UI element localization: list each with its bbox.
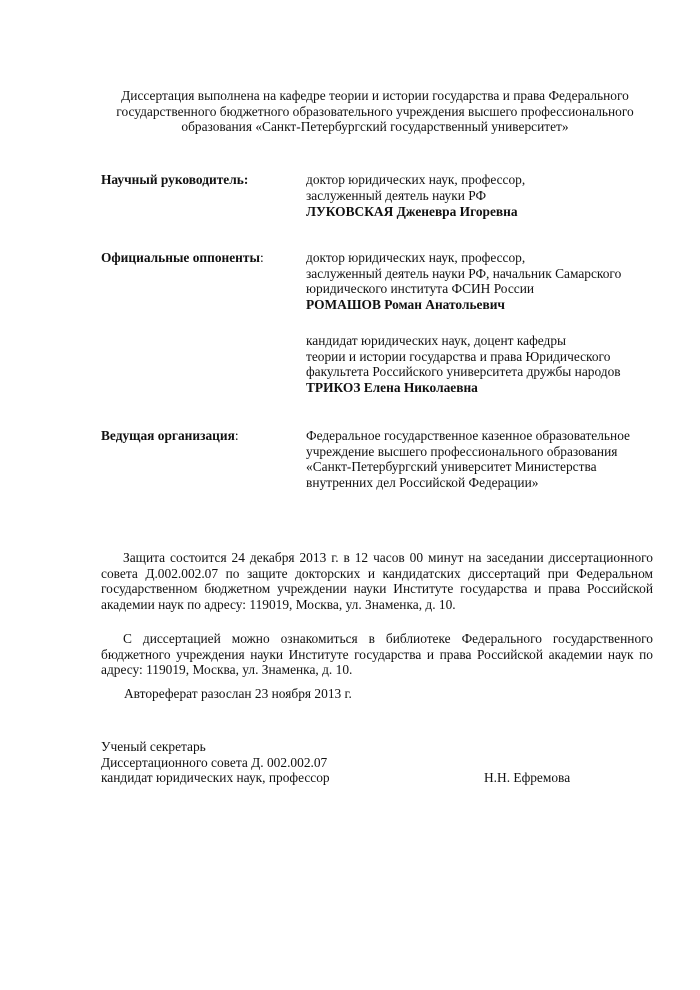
intro-line: государственного бюджетного образовательного учреждения высшего профессионального [116,103,634,119]
intro-line: Диссертация выполнена на кафедре теории и истории государства и права Федерального [121,88,629,103]
secretary-name: Н.Н. Ефремова [484,770,571,785]
supervisor-line: доктор юридических наук, профессор, [306,172,526,187]
opponents-label: Официальные оппоненты: [101,250,264,265]
supervisor-label: Научный руководитель: [101,172,249,187]
secretary-line: кандидат юридических наук, профессор [101,770,330,786]
sent-date-line: Автореферат разослан 23 ноября 2013 г. [124,686,352,701]
opponent-line: доктор юридических наук, профессор, [306,250,526,265]
opponent-line: теории и истории государства и права Юридического [306,348,611,364]
supervisor-details [306,172,666,220]
secretary-block [101,739,330,786]
leading-org-label: Ведущая организация: [101,428,239,443]
opponent-line: факультета Российского университета дружбы народов [306,364,621,380]
leading-org-line: Федеральное государственное казенное образовательное [306,428,630,443]
leading-org-line: внутренних дел Российской Федерации» [306,474,539,490]
opponent-line: кандидат юридических наук, доцент кафедры [306,333,567,348]
intro-line: образования «Санкт-Петербургский государственный университет» [181,119,569,135]
supervisor-name: ЛУКОВСКАЯ Дженевра Игоревна [306,204,518,220]
defense-paragraph: Защита состоится 24 декабря 2013 г. в 12 часов 00 минут на заседании диссертационного совета Д.002.002.07 по защите докторских и кандидатских диссертаций при Федеральном государственном бюджетном учреждении науки Институте государства и права Российской академии наук по адресу: 119019, Москва, ул. Знаменка, д. 10. [101,550,653,612]
opponent-line: заслуженный деятель науки РФ, начальник Самарского [306,265,622,281]
opponent-second [306,333,666,395]
leading-org-details [306,428,666,490]
opponent-name: ТРИКОЗ Елена Николаевна [306,379,478,395]
intro-paragraph [98,88,652,135]
opponent-first [306,250,666,312]
library-paragraph: С диссертацией можно ознакомиться в библиотеке Федерального государственного бюджетного учреждения науки Институте государства и права Российской академии наук по адресу: 119019, Москва, ул. Знаменка, д. 10. [101,631,653,678]
leading-org-line: «Санкт-Петербургский университет Министерства [306,459,597,475]
opponent-line: юридического института ФСИН России [306,281,535,297]
secretary-line: Диссертационного совета Д. 002.002.07 [101,754,328,770]
secretary-line: Ученый секретарь [101,739,206,754]
supervisor-line: заслуженный деятель науки РФ [306,187,487,203]
opponent-name: РОМАШОВ Роман Анатольевич [306,296,505,312]
leading-org-line: учреждение высшего профессионального образования [306,443,618,459]
